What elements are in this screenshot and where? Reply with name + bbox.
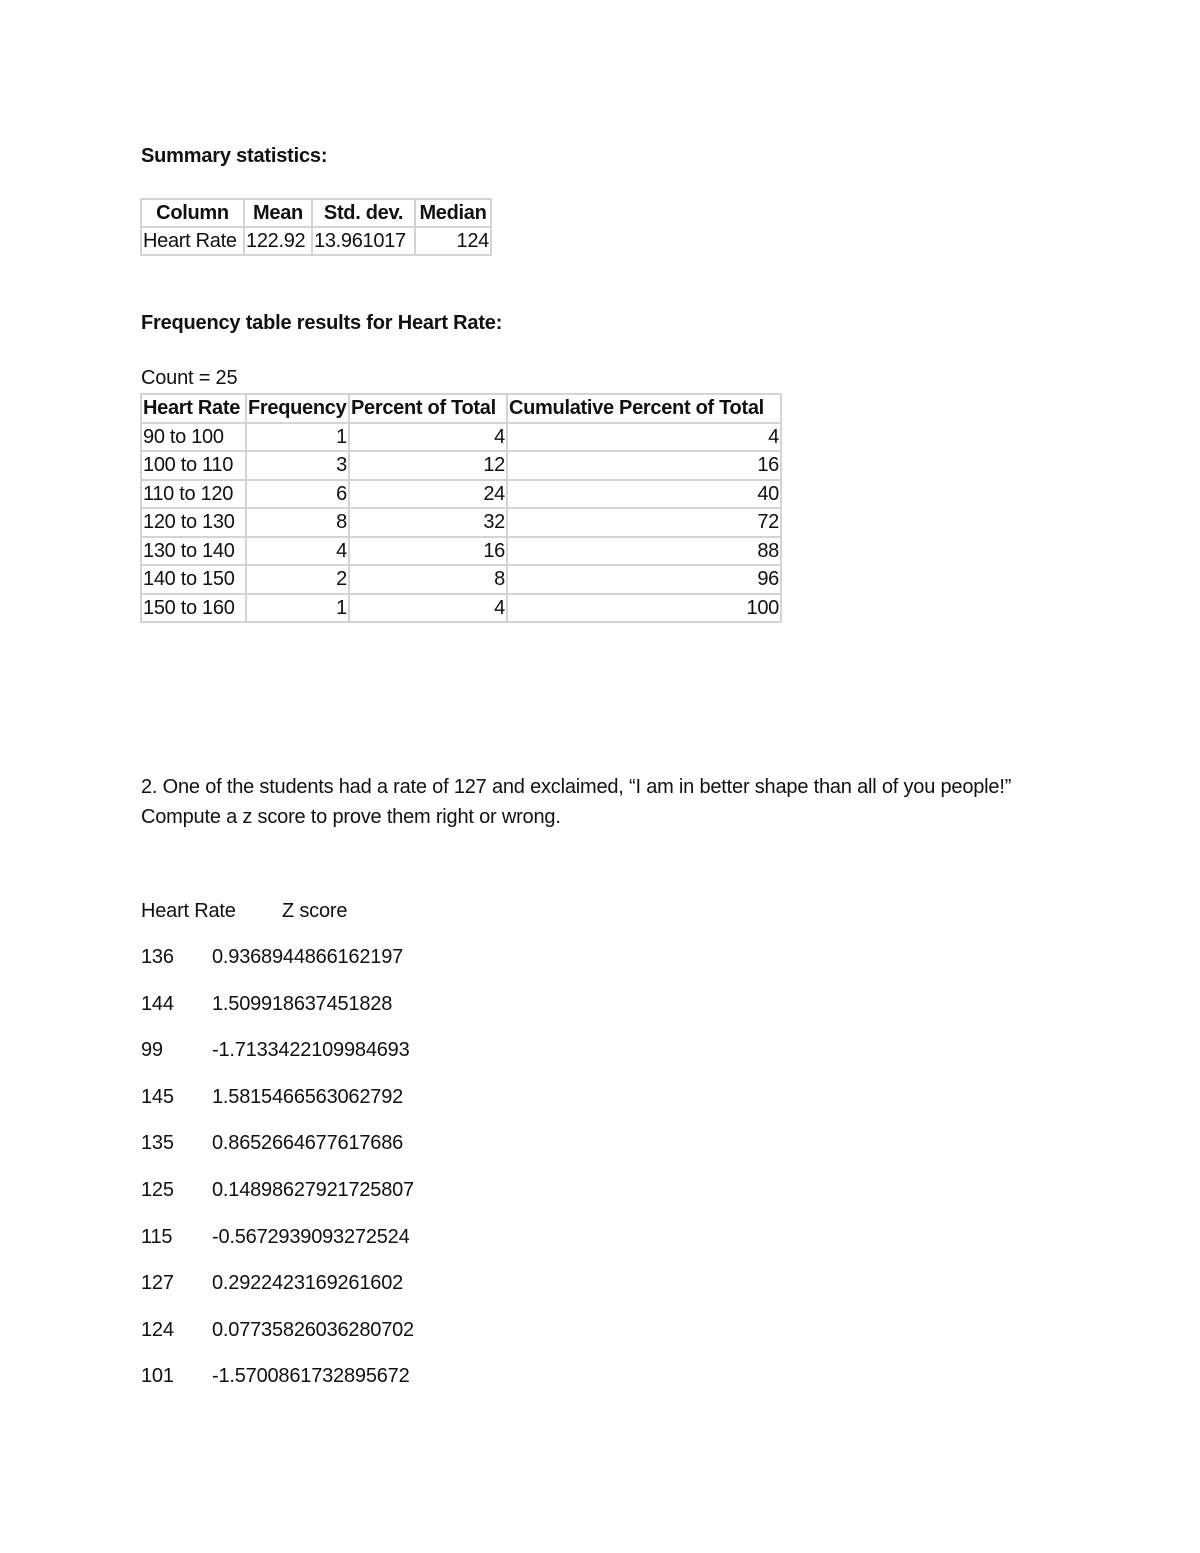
freq-cell-cumulative: 16 (507, 451, 781, 480)
zscore-heart-rate: 136 (141, 946, 174, 968)
list-item (141, 1179, 414, 1202)
count-label: Count = 25 (141, 367, 238, 389)
freq-cell-frequency: 1 (246, 594, 349, 623)
table-row (141, 423, 781, 452)
freq-cell-percent: 16 (349, 537, 507, 566)
freq-cell-cumulative: 100 (507, 594, 781, 623)
freq-cell-percent: 8 (349, 565, 507, 594)
list-item (141, 1272, 403, 1295)
freq-header-heart-rate: Heart Rate (141, 394, 246, 423)
table-row (141, 537, 781, 566)
freq-cell-cumulative: 88 (507, 537, 781, 566)
frequency-header-row (141, 394, 781, 423)
zscore-heart-rate: 99 (141, 1039, 163, 1062)
freq-cell-percent: 32 (349, 508, 507, 537)
table-row (141, 565, 781, 594)
zscore-value: 0.14898627921725807 (212, 1179, 414, 1201)
table-row (141, 594, 781, 623)
zscore-heart-rate: 101 (141, 1365, 174, 1388)
summary-cell-column: Heart Rate (141, 227, 244, 255)
freq-header-percent: Percent of Total (349, 394, 507, 423)
summary-cell-stddev: 13.961017 (312, 227, 415, 255)
freq-cell-range: 90 to 100 (141, 423, 246, 452)
freq-cell-percent: 4 (349, 423, 507, 452)
zscore-heart-rate: 135 (141, 1132, 174, 1155)
zscore-heart-rate: 124 (141, 1318, 174, 1341)
zscore-header (141, 900, 347, 923)
freq-cell-percent: 24 (349, 480, 507, 509)
freq-cell-range: 150 to 160 (141, 594, 246, 623)
table-row (141, 451, 781, 480)
list-item (141, 946, 403, 969)
list-item (141, 1132, 403, 1155)
freq-cell-percent: 12 (349, 451, 507, 480)
table-row (141, 508, 781, 537)
frequency-table (140, 393, 782, 623)
zscore-value: -1.7133422109984693 (212, 1039, 410, 1062)
list-item (141, 1086, 403, 1109)
zscore-header-z: Z score (282, 900, 348, 922)
freq-cell-frequency: 4 (246, 537, 349, 566)
zscore-value: 0.9368944866162197 (212, 946, 404, 968)
summary-header-mean: Mean (244, 199, 312, 227)
freq-cell-range: 140 to 150 (141, 565, 246, 594)
list-item (141, 1365, 410, 1388)
zscore-heart-rate: 115 (141, 1225, 173, 1248)
question-text: 2. One of the students had a rate of 127 and exclaimed, “I am in better shape than all of you people!” Compute a z score to prove them right or wrong. (141, 776, 1012, 828)
list-item (141, 1226, 410, 1249)
summary-header-median: Median (415, 199, 491, 227)
freq-cell-range: 110 to 120 (141, 480, 246, 509)
list-item (141, 1319, 414, 1342)
list-item (141, 993, 392, 1016)
freq-cell-cumulative: 96 (507, 565, 781, 594)
zscore-value: 0.8652664677617686 (212, 1132, 404, 1155)
freq-cell-frequency: 8 (246, 508, 349, 537)
summary-cell-mean: 122.92 (244, 227, 312, 255)
zscore-heart-rate: 145 (141, 1085, 174, 1108)
zscore-value: -0.5672939093272524 (212, 1225, 410, 1248)
freq-header-frequency: Frequency (246, 394, 349, 423)
zscore-value: 1.509918637451828 (212, 992, 393, 1015)
summary-header-row (141, 199, 491, 227)
zscore-value: 1.5815466563062792 (212, 1085, 404, 1108)
zscore-value: 0.2922423169261602 (212, 1272, 404, 1295)
zscore-value: 0.07735826036280702 (212, 1318, 414, 1341)
freq-cell-cumulative: 72 (507, 508, 781, 537)
freq-header-cumulative: Cumulative Percent of Total (507, 394, 781, 423)
freq-cell-frequency: 1 (246, 423, 349, 452)
freq-cell-frequency: 3 (246, 451, 349, 480)
summary-data-row (141, 227, 491, 255)
freq-cell-frequency: 2 (246, 565, 349, 594)
freq-cell-range: 120 to 130 (141, 508, 246, 537)
zscore-heart-rate: 125 (141, 1179, 174, 1201)
summary-cell-median: 124 (415, 227, 491, 255)
frequency-heading: Frequency table results for Heart Rate: (141, 312, 503, 334)
summary-header-column: Column (141, 199, 244, 227)
summary-heading: Summary statistics: (141, 145, 328, 167)
zscore-value: -1.5700861732895672 (212, 1365, 410, 1388)
zscore-heart-rate: 144 (141, 992, 174, 1015)
zscore-heart-rate: 127 (141, 1272, 174, 1295)
freq-cell-range: 100 to 110 (141, 451, 246, 480)
freq-cell-cumulative: 40 (507, 480, 781, 509)
summary-table (140, 198, 492, 256)
frequency-body (141, 423, 781, 623)
freq-cell-range: 130 to 140 (141, 537, 246, 566)
summary-header-stddev: Std. dev. (312, 199, 415, 227)
freq-cell-percent: 4 (349, 594, 507, 623)
zscore-header-heart-rate: Heart Rate (141, 900, 236, 922)
table-row (141, 480, 781, 509)
freq-cell-frequency: 6 (246, 480, 349, 509)
freq-cell-cumulative: 4 (507, 423, 781, 452)
list-item (141, 1039, 410, 1062)
